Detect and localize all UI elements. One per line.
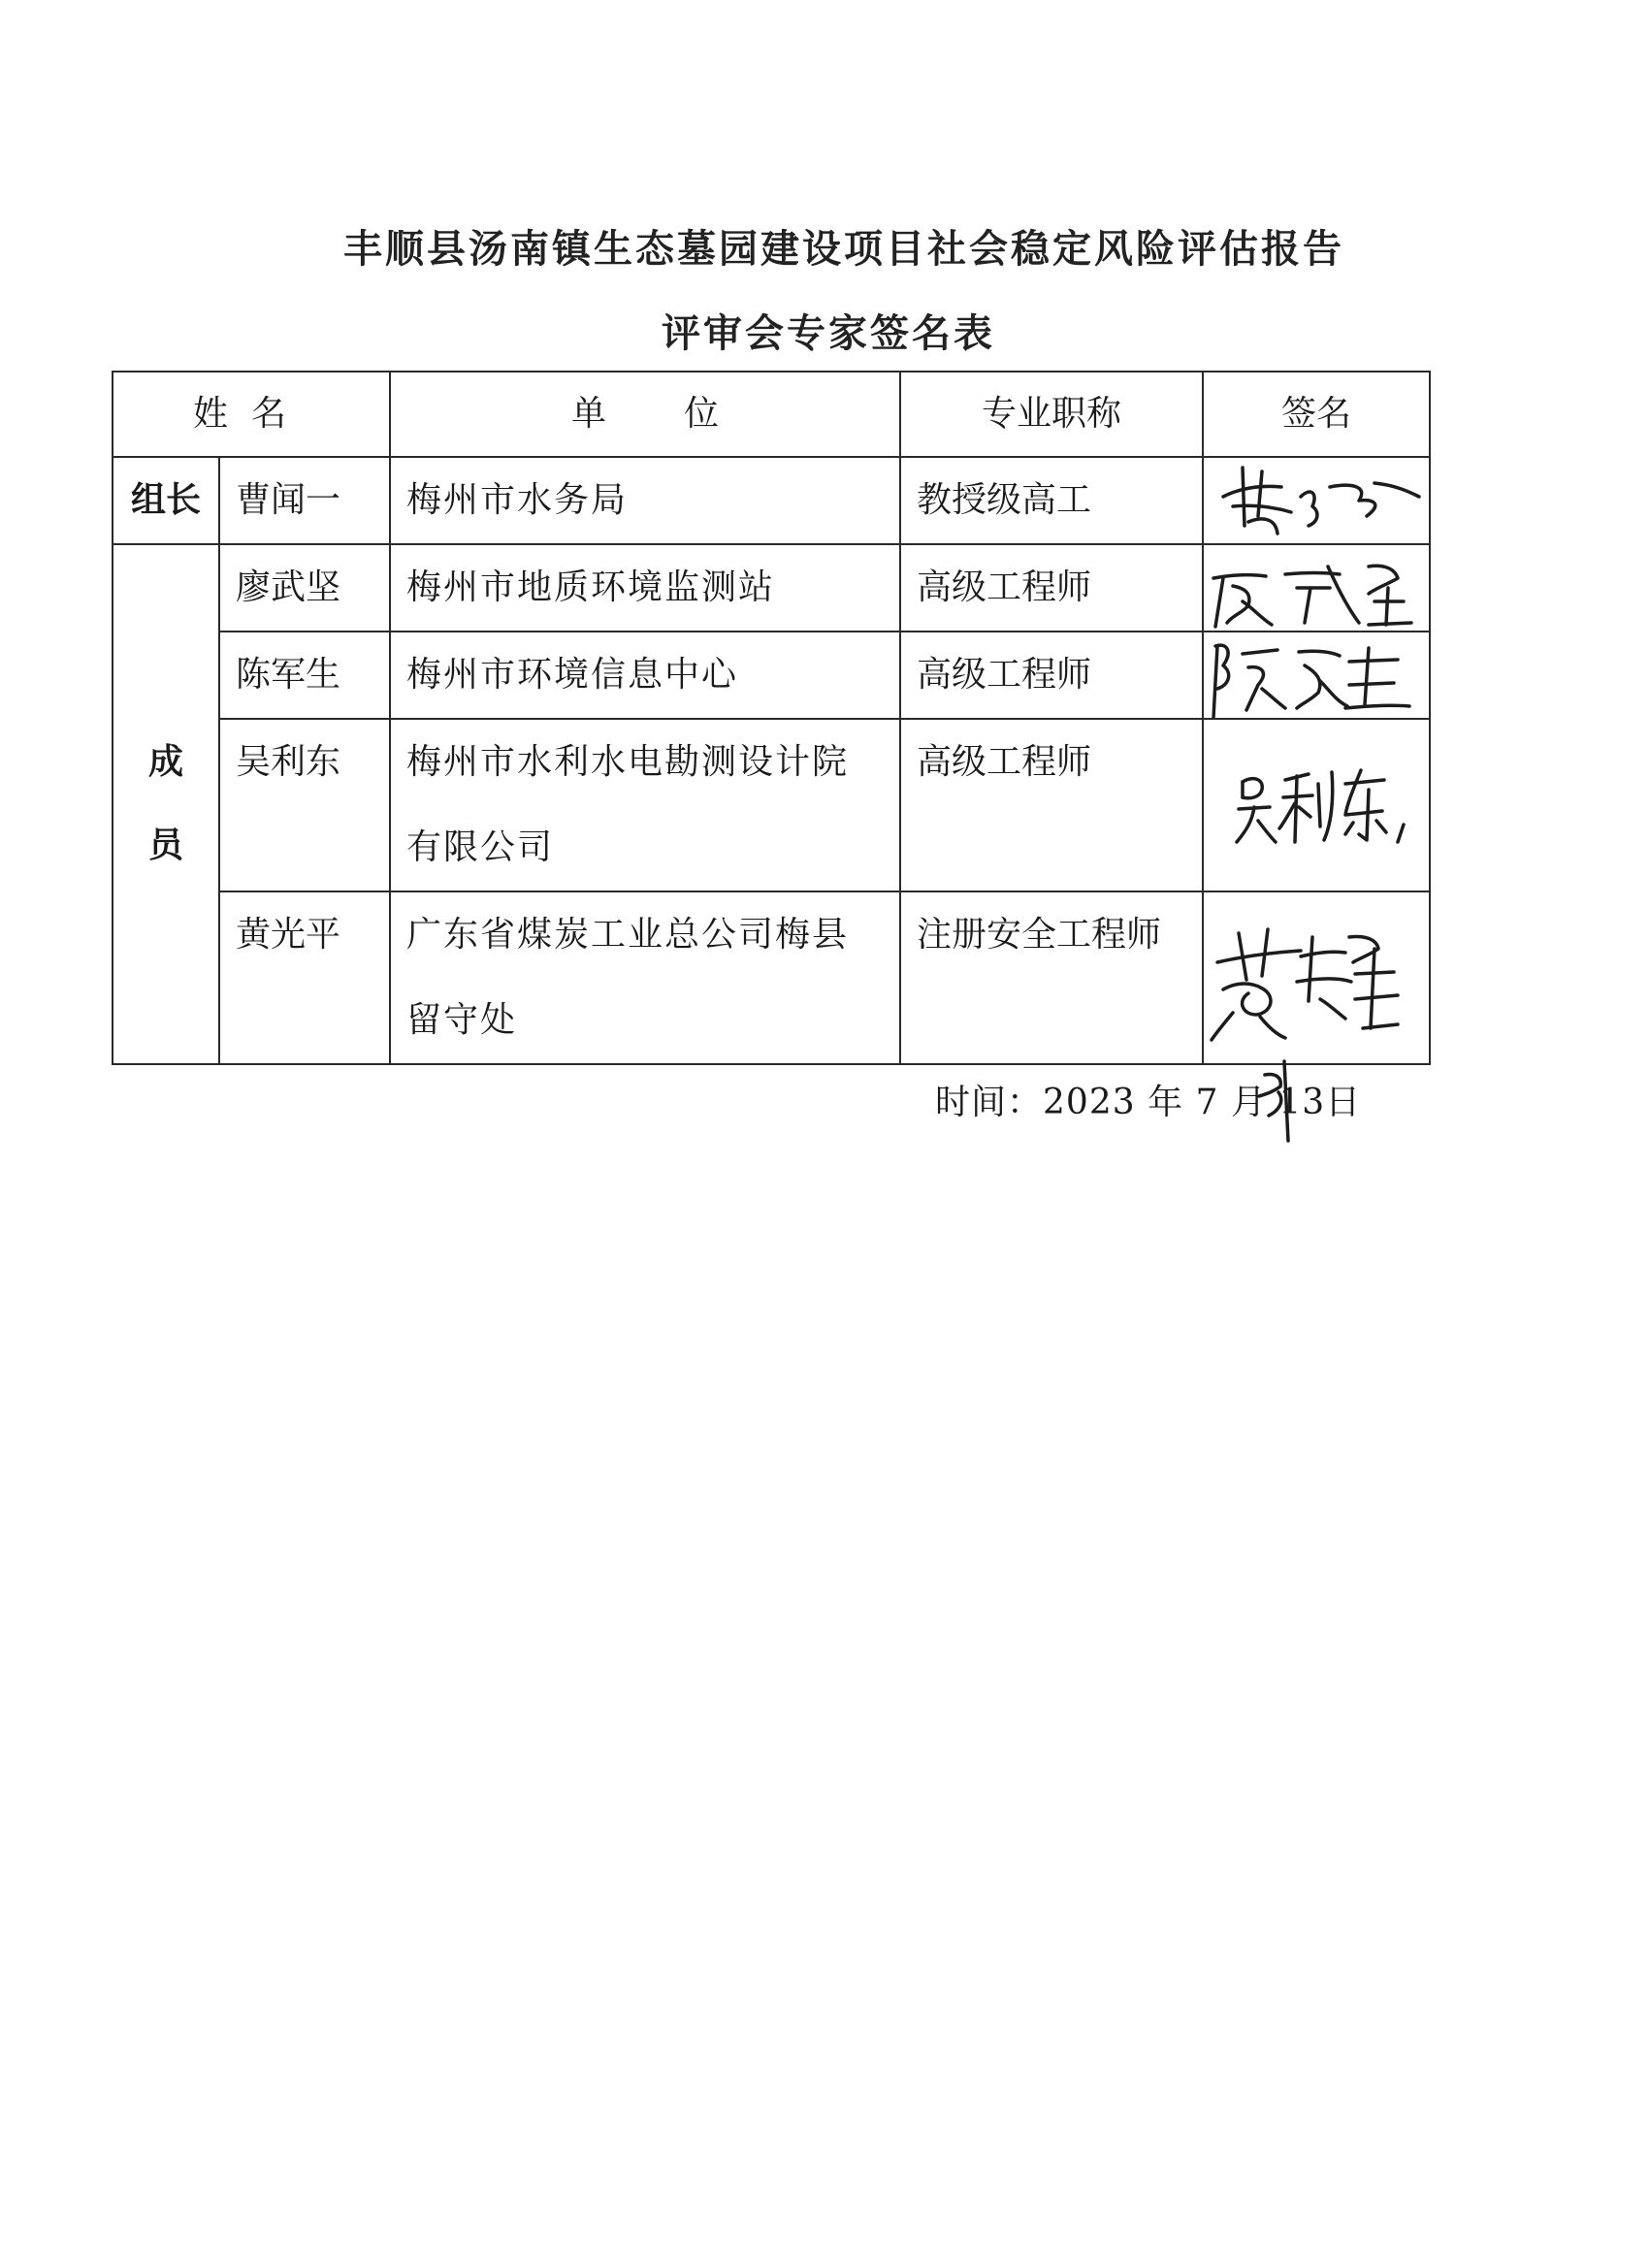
handwritten-signature bbox=[1204, 632, 1430, 718]
document-title: 丰顺县汤南镇生态墓园建设项目社会稳定风险评估报告 bbox=[343, 227, 1344, 272]
signature-cell bbox=[1203, 719, 1430, 891]
table-row bbox=[113, 457, 1430, 544]
header-signature: 签名 bbox=[1203, 372, 1430, 457]
table-header-row bbox=[113, 372, 1430, 457]
table-row bbox=[113, 544, 1430, 632]
date-day: 13 bbox=[1278, 1083, 1326, 1122]
handwritten-signature bbox=[1204, 545, 1430, 631]
expert-title: 教授级高工 bbox=[900, 457, 1203, 544]
handwritten-signature bbox=[1204, 720, 1430, 891]
handwritten-date-correction bbox=[1251, 1048, 1310, 1145]
table-row bbox=[113, 632, 1430, 719]
expert-name: 廖武坚 bbox=[219, 544, 390, 632]
role-member-char-a: 成 bbox=[147, 742, 183, 782]
date-day-unit: 日 bbox=[1325, 1083, 1362, 1122]
signature-cell bbox=[1203, 544, 1430, 632]
header-unit bbox=[390, 372, 900, 457]
signature-cell bbox=[1203, 632, 1430, 719]
expert-unit: 梅州市水务局 bbox=[390, 457, 900, 544]
expert-unit bbox=[390, 719, 900, 891]
expert-title: 高级工程师 bbox=[900, 544, 1203, 632]
expert-unit-line: 留守处 bbox=[406, 1000, 518, 1040]
date-year-unit: 年 bbox=[1148, 1083, 1184, 1122]
expert-signature-table bbox=[112, 371, 1431, 1065]
expert-unit-line: 广东省煤炭工业总公司梅县 bbox=[406, 915, 850, 955]
document-subtitle: 评审会专家签名表 bbox=[662, 311, 995, 356]
header-name: 姓名 bbox=[113, 372, 390, 457]
header-title: 专业职称 bbox=[900, 372, 1203, 457]
date-year: 2023 bbox=[1043, 1083, 1136, 1122]
expert-unit: 梅州市环境信息中心 bbox=[390, 632, 900, 719]
expert-name: 黄光平 bbox=[219, 891, 390, 1064]
expert-name: 陈军生 bbox=[219, 632, 390, 719]
date-label: 时间： bbox=[935, 1083, 1044, 1122]
role-member-char-b: 员 bbox=[147, 826, 183, 865]
expert-title: 高级工程师 bbox=[900, 719, 1203, 891]
table-row bbox=[113, 719, 1430, 891]
expert-name: 曹闻一 bbox=[219, 457, 390, 544]
expert-title: 高级工程师 bbox=[900, 632, 1203, 719]
date-month: 7 bbox=[1195, 1083, 1219, 1122]
expert-title: 注册安全工程师 bbox=[900, 891, 1203, 1064]
expert-unit bbox=[390, 891, 900, 1064]
table-row bbox=[113, 891, 1430, 1064]
role-leader: 组长 bbox=[113, 457, 219, 544]
expert-unit: 梅州市地质环境监测站 bbox=[390, 544, 900, 632]
header-unit-char-a: 单 bbox=[570, 394, 606, 434]
signature-cell bbox=[1203, 457, 1430, 544]
expert-unit-line: 有限公司 bbox=[406, 827, 555, 867]
signature-cell bbox=[1203, 891, 1430, 1064]
handwritten-signature bbox=[1204, 458, 1430, 543]
expert-unit-line: 梅州市水利水电勘测设计院 bbox=[406, 742, 850, 782]
role-member bbox=[113, 544, 219, 1064]
header-unit-char-b: 位 bbox=[684, 394, 720, 434]
handwritten-signature bbox=[1204, 892, 1430, 1063]
date-month-unit: 月 bbox=[1230, 1083, 1267, 1122]
expert-name: 吴利东 bbox=[219, 719, 390, 891]
